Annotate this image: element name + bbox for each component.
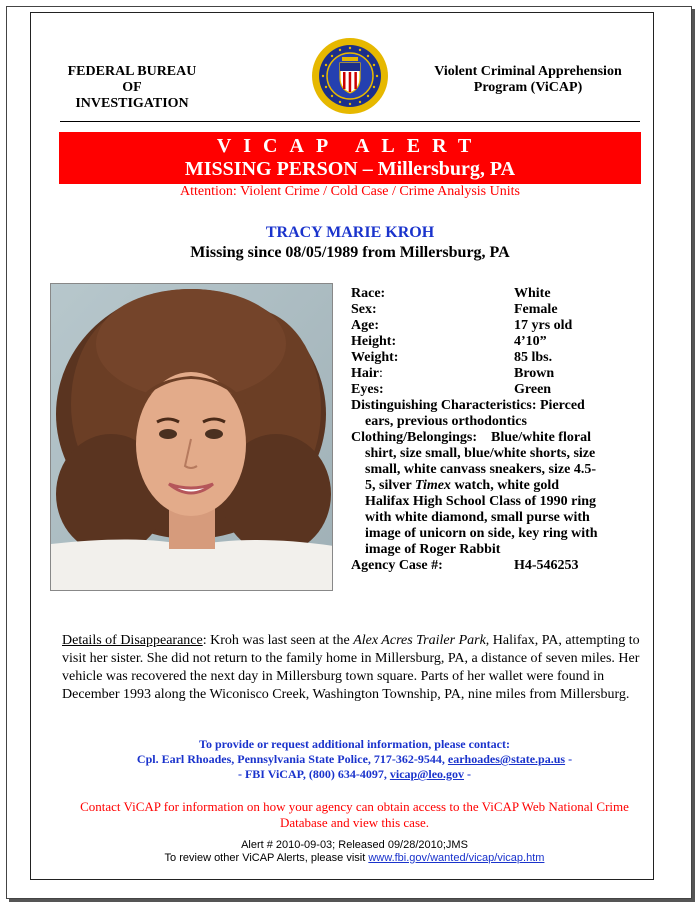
hair-label-text: Hair bbox=[351, 366, 379, 381]
cloth-line-6: with white diamond, small purse with bbox=[365, 510, 590, 525]
race-row bbox=[351, 286, 657, 302]
details-text-2: , Halifax, PA, attempting to visit her sister. She did not return to the family home in Millersburg, PA, a distance of seven miles. Her vehicle was recovered the next day in Millersburg town square. Parts of her wallet were found in December 1993 along the Wiconisco Creek, Washington Township, PA, nine miles from Millersburg. bbox=[62, 633, 640, 702]
hair-label-colon: : bbox=[379, 366, 383, 381]
height-row bbox=[351, 334, 657, 350]
contact-vicap: - FBI ViCAP, (800) 634-4097, bbox=[237, 767, 390, 781]
age-label: Age: bbox=[351, 318, 379, 333]
case-label: Agency Case #: bbox=[351, 558, 443, 573]
cloth-l4c: watch, white gold bbox=[450, 478, 560, 493]
program-line-1: Violent Criminal Apprehension bbox=[434, 64, 622, 79]
cloth-line-5: Halifax High School Class of 1990 ring bbox=[365, 494, 597, 509]
timex-brand: Timex bbox=[414, 478, 451, 493]
cloth-line-4 bbox=[351, 478, 657, 494]
alert-title: VICAP ALERT bbox=[216, 135, 484, 157]
hair-value: Brown bbox=[514, 366, 555, 381]
cloth-first: Blue/white floral bbox=[491, 430, 591, 445]
race-value: White bbox=[514, 286, 551, 301]
age-value: 17 yrs old bbox=[514, 318, 573, 333]
sex-row bbox=[351, 302, 657, 318]
contact-psp: Cpl. Earl Rhoades, Pennsylvania State Police, 717-362-9544, bbox=[136, 752, 448, 766]
race-label: Race: bbox=[351, 286, 386, 301]
contact-line-2 bbox=[62, 752, 647, 767]
alert-subtitle: MISSING PERSON – Millersburg, PA bbox=[184, 158, 516, 180]
vicap-alerts-link[interactable]: www.fbi.gov/wanted/vicap/vicap.htm bbox=[368, 852, 545, 864]
case-row bbox=[351, 558, 657, 574]
weight-value: 85 lbs. bbox=[514, 350, 553, 365]
cloth-line-3: small, white canvass sneakers, size 4.5- bbox=[365, 462, 596, 477]
eyes-row bbox=[351, 382, 657, 398]
vicap-email-link[interactable]: vicap@leo.gov bbox=[389, 767, 465, 781]
footer-text: To review other ViCAP Alerts, please visit bbox=[164, 852, 369, 864]
missing-person-name: TRACY MARIE KROH bbox=[265, 224, 435, 241]
hair-label bbox=[351, 366, 514, 382]
clothing-belongings bbox=[351, 430, 657, 558]
access-note: Contact ViCAP for information on how your agency can obtain access to the ViCAP Web National Crime Database and view this case. bbox=[80, 799, 629, 830]
footer-line-2 bbox=[62, 852, 647, 865]
eyes-label: Eyes: bbox=[351, 382, 384, 397]
trailer-park-name: Alex Acres Trailer Park bbox=[353, 633, 486, 648]
agency-name bbox=[57, 64, 207, 112]
sex-value: Female bbox=[514, 302, 558, 317]
program-name bbox=[408, 64, 648, 96]
details-text-1: : Kroh was last seen at the bbox=[202, 633, 354, 648]
psp-email-link[interactable]: earhoades@state.pa.us bbox=[447, 752, 566, 766]
contact-line-3 bbox=[62, 767, 647, 782]
fbi-seal-icon bbox=[311, 37, 389, 115]
agency-line-2: INVESTIGATION bbox=[75, 96, 189, 111]
dist-line-2: ears, previous orthodontics bbox=[365, 414, 527, 429]
alert-number: Alert # 2010-09-03; Released 09/28/2010;JMS bbox=[241, 839, 468, 851]
program-line-2: Program (ViCAP) bbox=[473, 80, 583, 95]
physical-description bbox=[351, 286, 657, 574]
cloth-line-7: image of unicorn on side, key ring with bbox=[365, 526, 598, 541]
agency-line-1: FEDERAL BUREAU OF bbox=[67, 64, 197, 95]
missing-since: Missing since 08/05/1989 from Millersburg, PA bbox=[190, 244, 510, 261]
case-value: H4-546253 bbox=[514, 558, 579, 573]
subject-photo bbox=[50, 283, 333, 591]
sex-label: Sex: bbox=[351, 302, 377, 317]
portrait-image bbox=[51, 284, 333, 591]
weight-row bbox=[351, 350, 657, 366]
contact-block bbox=[62, 737, 647, 782]
cloth-line-8: image of Roger Rabbit bbox=[365, 542, 501, 557]
height-value: 4’10” bbox=[514, 334, 547, 349]
distinguishing-characteristics bbox=[351, 398, 657, 430]
alert-banner bbox=[59, 132, 641, 184]
eyes-value: Green bbox=[514, 382, 552, 397]
contact-intro: To provide or request additional information, please contact: bbox=[199, 737, 510, 751]
weight-label: Weight: bbox=[351, 350, 399, 365]
cloth-line-2: shirt, size small, blue/white shorts, size bbox=[365, 446, 596, 461]
contact-dash-2: - bbox=[464, 767, 472, 781]
dist-line-1: Distinguishing Characteristics: Pierced bbox=[351, 398, 585, 413]
header-divider bbox=[60, 121, 640, 122]
height-label: Height: bbox=[351, 334, 397, 349]
cloth-line-1 bbox=[351, 430, 657, 446]
hair-row bbox=[351, 366, 657, 382]
contact-dash-1: - bbox=[565, 752, 573, 766]
details-heading: Details of Disappearance bbox=[62, 633, 203, 648]
attention-line: Attention: Violent Crime / Cold Case / Crime Analysis Units bbox=[180, 184, 520, 199]
footer bbox=[62, 839, 647, 865]
details-paragraph bbox=[62, 632, 647, 704]
age-row bbox=[351, 318, 657, 334]
cloth-l4a: 5, silver bbox=[365, 478, 415, 493]
clothing-label: Clothing/Belongings: bbox=[351, 430, 478, 445]
